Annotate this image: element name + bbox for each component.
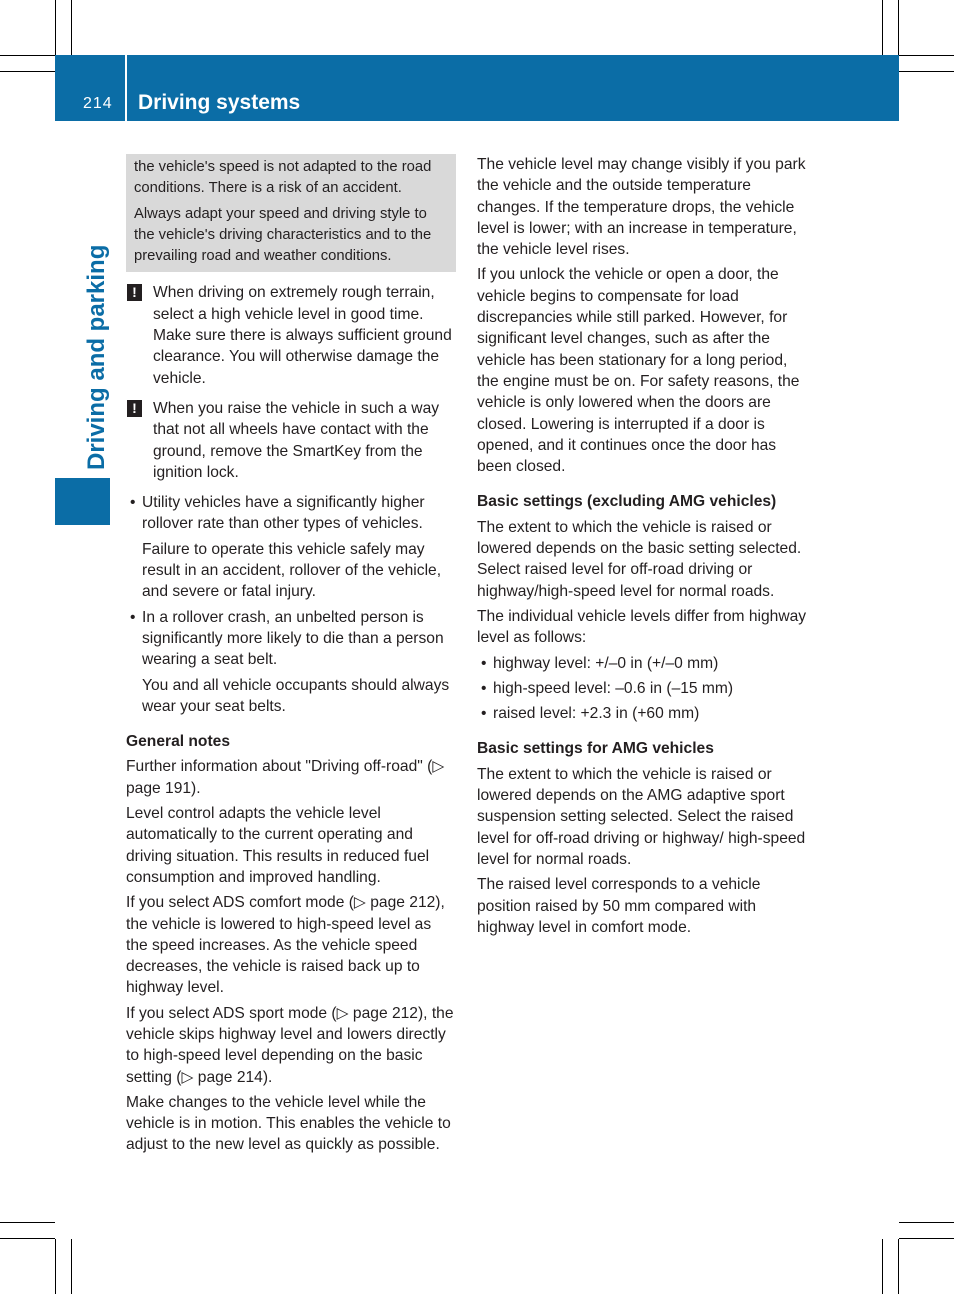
- list-item: [126, 607, 456, 717]
- list-item-subtext: Failure to operate this vehicle safely may result in an accident, rollover of the vehicle, and severe or fatal injury.: [142, 540, 442, 601]
- crop-mark: [882, 0, 883, 55]
- page-header: [55, 55, 899, 121]
- crop-mark: [899, 71, 954, 72]
- crop-mark: [71, 0, 72, 55]
- crop-mark: [898, 0, 899, 55]
- paragraph: Level control adapts the vehicle level automatically to the current operating and driving situation. This results in reduced fuel consumption and improved handling.: [126, 805, 430, 886]
- list-item: [477, 678, 809, 699]
- warning-box: [126, 154, 456, 272]
- section-heading: Basic settings for AMG vehicles: [477, 740, 714, 758]
- crop-mark: [0, 55, 55, 56]
- crop-mark: [0, 1222, 55, 1223]
- list-item-text: highway level: +/–0 in (+/–0 mm): [493, 654, 719, 672]
- chapter-tab-marker: [55, 478, 110, 525]
- bullet-icon: •: [481, 705, 487, 723]
- crop-mark: [882, 1239, 883, 1294]
- notice-item: [126, 398, 456, 483]
- section-heading: General notes: [126, 733, 230, 751]
- list-item-text: high-speed level: –0.6 in (–15 mm): [493, 679, 734, 697]
- paragraph: The raised level corresponds to a vehicle position raised by 50 mm compared with highway level in comfort mode.: [477, 876, 761, 936]
- page-number: 214: [83, 95, 113, 112]
- left-column: [126, 154, 456, 1160]
- bullet-icon: •: [130, 494, 136, 512]
- bullet-icon: •: [130, 608, 136, 626]
- crop-mark: [55, 0, 56, 55]
- bullet-icon: •: [481, 654, 487, 672]
- paragraph: The vehicle level may change visibly if you park the vehicle and the outside temperature changes. If the temperature drops, the vehicle level is lower; with an increase in temperature, the vehicle level rises.: [477, 156, 806, 259]
- bullet-icon: •: [481, 679, 487, 697]
- crop-mark: [899, 55, 954, 56]
- notice-text: When driving on extremely rough terrain, select a high vehicle level in good time. Make sure there is always sufficient ground clearance. You will otherwise damage the vehicle.: [153, 284, 452, 387]
- paragraph: Further information about "Driving off-road" (▷ page 191).: [126, 758, 445, 797]
- crop-mark: [0, 71, 55, 72]
- notice-item: [126, 282, 456, 388]
- section-heading: Basic settings (excluding AMG vehicles): [477, 493, 777, 511]
- notice-text: When you raise the vehicle in such a way that not all wheels have contact with the ground, remove the SmartKey from the ignition lock.: [153, 399, 440, 481]
- list-item: [477, 653, 809, 674]
- paragraph: The extent to which the vehicle is raised or lowered depends on the AMG adaptive sport suspension setting selected. Select the raised level for off-road driving or highway/ high-speed level for normal roads.: [477, 765, 806, 868]
- header-divider: [125, 55, 127, 121]
- chapter-tab-label: Driving and parking: [83, 244, 110, 470]
- crop-mark: [899, 1238, 954, 1239]
- list-item-subtext: You and all vehicle occupants should always wear your seat belts.: [142, 676, 450, 715]
- warning-text: the vehicle's speed is not adapted to the road conditions. There is a risk of an accident.: [134, 159, 432, 197]
- paragraph: The extent to which the vehicle is raised or lowered depends on the basic setting selected. Select raised level for off-road driving or highway/high-speed level for normal roads.: [477, 518, 802, 600]
- list-item: [477, 703, 809, 724]
- paragraph: If you select ADS comfort mode (▷ page 212), the vehicle is lowered to high-speed level as the speed increases. As the vehicle speed decreases, the vehicle is raised back up to highway level.: [126, 894, 445, 997]
- exclamation-icon: !: [127, 400, 142, 417]
- exclamation-icon: !: [127, 284, 142, 301]
- paragraph: The individual vehicle levels differ from highway level as follows:: [477, 607, 807, 647]
- paragraph: Make changes to the vehicle level while the vehicle is in motion. This enables the vehicle to adjust to the new level as quickly as possible.: [126, 1093, 451, 1154]
- crop-mark: [55, 1239, 56, 1294]
- list-item-text: Utility vehicles have a significantly higher rollover rate than other types of vehicles.: [142, 494, 425, 533]
- list-item-text: In a rollover crash, an unbelted person is significantly more likely to die than a person wearing a seat belt.: [142, 608, 444, 669]
- section-title: Driving systems: [138, 91, 301, 114]
- paragraph: If you select ADS sport mode (▷ page 212), the vehicle skips highway level and lowers directly to high-speed level depending on the basic setting (▷ page 214).: [126, 1004, 454, 1086]
- crop-mark: [0, 1238, 55, 1239]
- right-column: [477, 154, 809, 942]
- crop-mark: [71, 1239, 72, 1294]
- list-item-text: raised level: +2.3 in (+60 mm): [493, 705, 700, 723]
- crop-mark: [899, 1222, 954, 1223]
- warning-text: Always adapt your speed and driving style to the vehicle's driving characteristics and to the prevailing road and weather conditions.: [134, 205, 432, 265]
- crop-mark: [898, 1239, 899, 1294]
- paragraph: If you unlock the vehicle or open a door, the vehicle begins to compensate for load discrepancies while still parked. However, for significant level changes, such as after the vehicle has been stationary for a long period, the engine must be on. For safety reasons, the vehicle is only lowered when the doors are closed. Lowering is interrupted if a door is opened, and it continues once the door has been closed.: [477, 266, 800, 476]
- list-item: [126, 492, 456, 602]
